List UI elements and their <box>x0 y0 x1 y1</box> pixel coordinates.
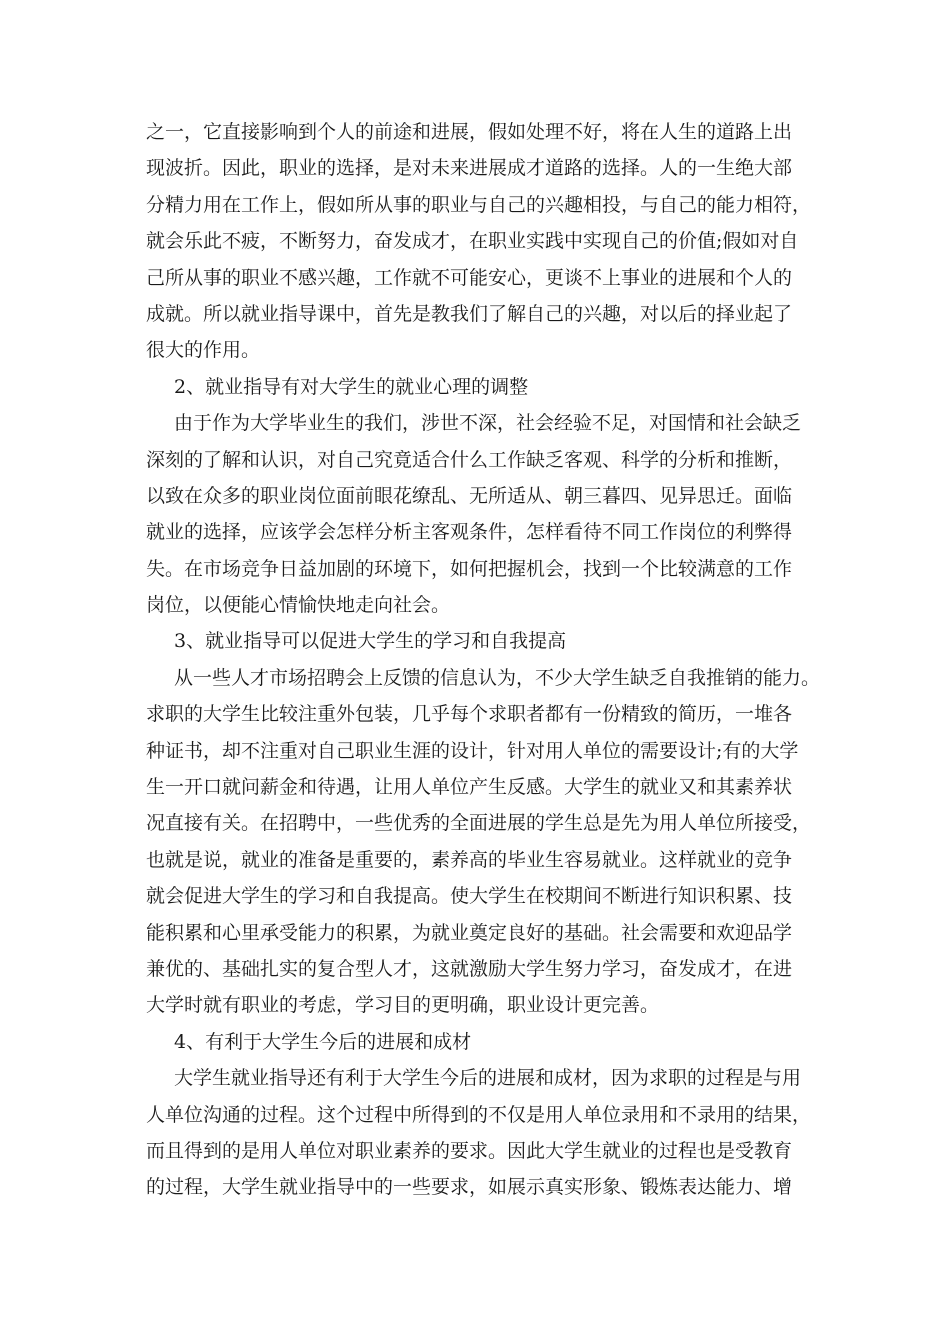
text-line: 分精力用在工作上，假如所从事的职业与自己的兴趣相投，与自己的能力相符， <box>146 193 812 216</box>
text-line: 就会促进大学生的学习和自我提高。使大学生在校期间不断进行知识积累、技 <box>146 885 793 908</box>
section-heading: 4、有利于大学生今后的进展和成材 <box>174 1030 472 1053</box>
text-line: 由于作为大学毕业生的我们，涉世不深，社会经验不足，对国情和社会缺乏 <box>174 412 802 435</box>
text-line: 就业的选择，应该学会怎样分析主客观条件，怎样看待不同工作岗位的利弊得 <box>146 521 793 544</box>
text-line: 求职的大学生比较注重外包装，几乎每个求职者都有一份精致的简历，一堆各 <box>146 703 793 726</box>
text-line: 己所从事的职业不感兴趣，工作就不可能安心，更谈不上事业的进展和个人的 <box>146 266 793 289</box>
text-line: 之一，它直接影响到个人的前途和进展，假如处理不好，将在人生的道路上出 <box>146 121 793 143</box>
text-line: 就会乐此不疲，不断努力，奋发成才，在职业实践中实现自己的价值;假如对自 <box>146 230 799 253</box>
section-heading: 3、就业指导可以促进大学生的学习和自我提高 <box>174 630 567 653</box>
text-line: 大学生就业指导还有利于大学生今后的进展和成材，因为求职的过程是与用 <box>174 1067 802 1090</box>
text-line: 很大的作用。 <box>146 339 261 362</box>
text-line: 的过程，大学生就业指导中的一些要求，如展示真实形象、锻炼表达能力、增 <box>146 1176 793 1199</box>
text-line: 以致在众多的职业岗位面前眼花缭乱、无所适从、朝三暮四、见异思迁。面临 <box>146 484 793 507</box>
text-line: 能积累和心里承受能力的积累，为就业奠定良好的基础。社会需要和欢迎品学 <box>146 921 793 944</box>
text-line: 岗位，以便能心情愉快地走向社会。 <box>146 594 451 617</box>
text-line: 深刻的了解和认识，对自己究竟适合什么工作缺乏客观、科学的分析和推断， <box>146 448 793 471</box>
text-line: 种证书，却不注重对自己职业生涯的设计，针对用人单位的需要设计;有的大学 <box>146 739 799 762</box>
text-line: 人单位沟通的过程。这个过程中所得到的不仅是用人单位录用和不录用的结果， <box>146 1103 812 1126</box>
text-line: 现波折。因此，职业的选择，是对未来进展成才道路的选择。人的一生绝大部 <box>146 157 793 180</box>
text-line: 失。在市场竞争日益加剧的环境下，如何把握机会，找到一个比较满意的工作 <box>146 557 793 580</box>
text-line: 况直接有关。在招聘中，一些优秀的全面进展的学生总是先为用人单位所接受， <box>146 812 812 835</box>
text-line: 兼优的、基础扎实的复合型人才，这就激励大学生努力学习，奋发成才，在进 <box>146 957 793 980</box>
text-line: 而且得到的是用人单位对职业素养的要求。因此大学生就业的过程也是受教育 <box>146 1139 793 1162</box>
text-line: 也就是说，就业的准备是重要的，素养高的毕业生容易就业。这样就业的竞争 <box>146 848 793 871</box>
text-line: 成就。所以就业指导课中，首先是教我们了解自己的兴趣，对以后的择业起了 <box>146 302 793 325</box>
text-line: 生一开口就问薪金和待遇，让用人单位产生反感。大学生的就业又和其素养状 <box>146 776 793 799</box>
section-heading: 2、就业指导有对大学生的就业心理的调整 <box>174 375 529 398</box>
text-line: 大学时就有职业的考虑，学习目的更明确，职业设计更完善。 <box>146 994 660 1017</box>
text-line: 从一些人才市场招聘会上反馈的信息认为，不少大学生缺乏自我推销的能力。 <box>174 666 821 689</box>
body-text <box>146 114 826 1206</box>
